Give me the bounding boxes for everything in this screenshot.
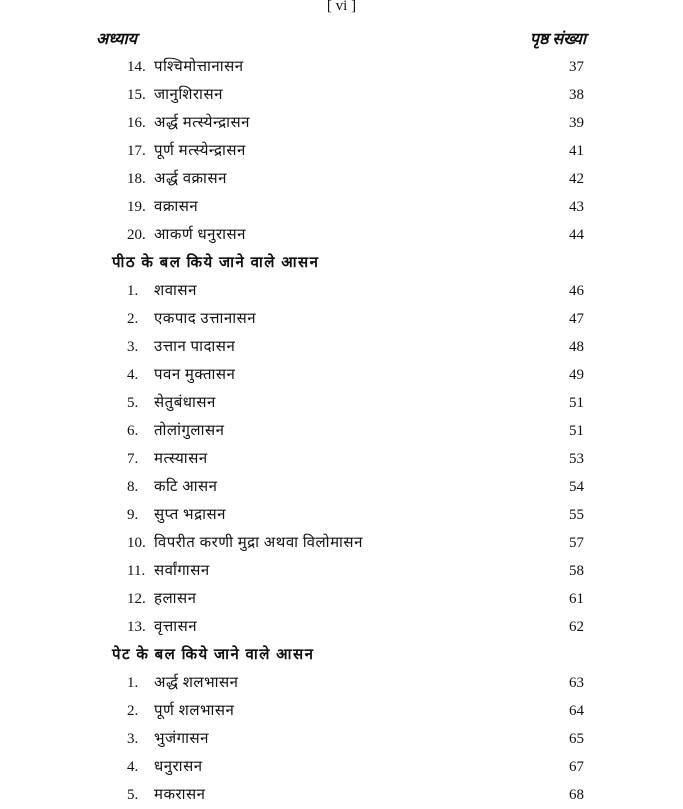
entry-title: विपरीत करणी मुद्रा अथवा विलोमासन (154, 535, 363, 551)
toc-entry (0, 781, 683, 809)
entry-number: 13. (127, 619, 146, 635)
entry-number: 17. (127, 143, 146, 159)
toc-entry (0, 389, 683, 417)
page-number: [ vi ] (326, 0, 357, 14)
entry-page-number: 39 (569, 115, 584, 131)
toc-entry (0, 417, 683, 445)
toc-entry (0, 697, 683, 725)
section-heading: पेट के बल किये जाने वाले आसन (112, 647, 315, 663)
entry-page-number: 48 (569, 339, 584, 355)
entry-title: हलासन (154, 591, 197, 607)
entry-number: 18. (127, 171, 146, 187)
entry-title: वक्रासन (154, 199, 199, 215)
entry-title: जानुशिरासन (154, 87, 223, 103)
entry-title: सुप्त भद्रासन (154, 507, 226, 523)
entry-page-number: 51 (569, 423, 584, 439)
entry-title: सेतुबंधासन (154, 395, 216, 411)
toc-entry (0, 165, 683, 193)
entry-page-number: 64 (569, 703, 584, 719)
entry-title: वृत्तासन (154, 619, 198, 635)
entry-page-number: 47 (569, 311, 584, 327)
entry-title: तोलांगुलासन (154, 423, 225, 439)
toc-entry (0, 725, 683, 753)
page-column-label: पृष्ठ संख्या (529, 31, 586, 48)
entry-title: भुजंगासन (154, 731, 209, 747)
entry-number: 5. (127, 395, 139, 411)
entry-page-number: 58 (569, 563, 584, 579)
entry-title: सर्वांगासन (154, 563, 210, 579)
entry-number: 15. (127, 87, 146, 103)
entry-page-number: 46 (569, 283, 584, 299)
entry-title: एकपाद उत्तानासन (154, 311, 257, 327)
section-heading-row (0, 249, 683, 277)
entry-page-number: 43 (569, 199, 584, 215)
entry-title: पूर्ण मत्स्येन्द्रासन (154, 143, 246, 159)
entry-page-number: 42 (569, 171, 584, 187)
entry-title: अर्द्ध मत्स्येन्द्रासन (154, 115, 250, 131)
toc-entry (0, 585, 683, 613)
entry-page-number: 63 (569, 675, 584, 691)
toc-entry (0, 333, 683, 361)
entry-title: पश्चिमोत्तानासन (154, 59, 244, 75)
entry-page-number: 41 (569, 143, 584, 159)
entry-number: 6. (127, 423, 139, 439)
toc-entry (0, 193, 683, 221)
entry-number: 20. (127, 227, 146, 243)
entry-page-number: 49 (569, 367, 584, 383)
entry-page-number: 65 (569, 731, 584, 747)
entry-page-number: 53 (569, 451, 584, 467)
entry-number: 1. (127, 675, 139, 691)
entry-title: उत्तान पादासन (154, 339, 236, 355)
entry-title: अर्द्ध शलभासन (154, 675, 239, 691)
toc-entry (0, 501, 683, 529)
entry-title: कटि आसन (154, 479, 218, 495)
chapter-column-label: अध्याय (96, 31, 137, 48)
toc-entry (0, 305, 683, 333)
entry-title: मकरासन (154, 787, 206, 803)
entry-page-number: 54 (569, 479, 584, 495)
entry-number: 3. (127, 339, 139, 355)
entry-number: 12. (127, 591, 146, 607)
entry-number: 3. (127, 731, 139, 747)
entry-title: अर्द्ध वक्रासन (154, 171, 227, 187)
toc-header (96, 27, 586, 49)
toc-entry (0, 669, 683, 697)
toc-entry (0, 277, 683, 305)
entry-number: 2. (127, 311, 139, 327)
entry-page-number: 44 (569, 227, 584, 243)
table-of-contents (0, 53, 683, 809)
section-heading: पीठ के बल किये जाने वाले आसन (112, 255, 320, 271)
entry-page-number: 61 (569, 591, 584, 607)
entry-title: धनुरासन (154, 759, 203, 775)
toc-entry (0, 137, 683, 165)
entry-number: 11. (127, 563, 146, 579)
entry-number: 14. (127, 59, 146, 75)
entry-number: 10. (127, 535, 146, 551)
entry-number: 1. (127, 283, 139, 299)
entry-page-number: 68 (569, 787, 584, 803)
toc-entry (0, 361, 683, 389)
entry-title: आकर्ण धनुरासन (154, 227, 246, 243)
toc-entry (0, 81, 683, 109)
entry-title: पवन मुक्तासन (154, 367, 236, 383)
entry-title: पूर्ण शलभासन (154, 703, 235, 719)
toc-entry (0, 109, 683, 137)
entry-number: 7. (127, 451, 139, 467)
section-heading-row (0, 641, 683, 669)
entry-number: 5. (127, 787, 139, 803)
toc-entry (0, 53, 683, 81)
toc-entry (0, 445, 683, 473)
entry-number: 8. (127, 479, 139, 495)
entry-title: मत्स्यासन (154, 451, 208, 467)
toc-entry (0, 529, 683, 557)
entry-page-number: 55 (569, 507, 584, 523)
toc-entry (0, 473, 683, 501)
entry-number: 19. (127, 199, 146, 215)
entry-page-number: 38 (569, 87, 584, 103)
entry-number: 16. (127, 115, 146, 131)
entry-title: शवासन (154, 283, 197, 299)
entry-number: 4. (127, 367, 139, 383)
entry-number: 2. (127, 703, 139, 719)
entry-number: 9. (127, 507, 139, 523)
toc-entry (0, 557, 683, 585)
toc-entry (0, 613, 683, 641)
entry-page-number: 67 (569, 759, 584, 775)
entry-number: 4. (127, 759, 139, 775)
toc-entry (0, 753, 683, 781)
entry-page-number: 51 (569, 395, 584, 411)
entry-page-number: 37 (569, 59, 584, 75)
toc-entry (0, 221, 683, 249)
entry-page-number: 62 (569, 619, 584, 635)
entry-page-number: 57 (569, 535, 584, 551)
